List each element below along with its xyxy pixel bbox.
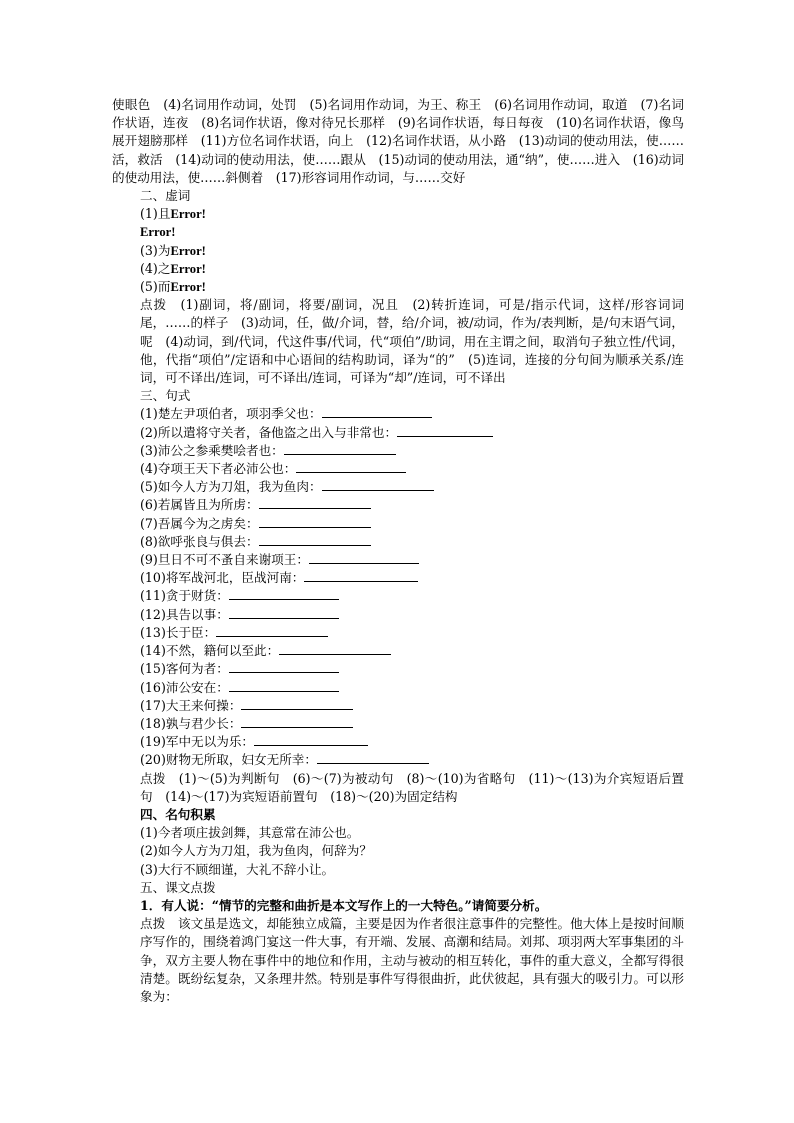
sentence-item: (6)若属皆且为所虏：	[112, 496, 684, 514]
answer-blank[interactable]	[322, 405, 432, 418]
sentence-item: (14)不然，籍何以至此：	[112, 642, 684, 660]
sentence-item: (17)大王来何操：	[112, 697, 684, 715]
answer-blank[interactable]	[229, 587, 339, 600]
answer-blank[interactable]	[259, 496, 371, 509]
sentence-item: (20)财物无所取，妇女无所幸：	[112, 751, 684, 769]
section4-heading: 四、名句积累	[140, 806, 216, 822]
sentence-item: (12)具告以事：	[112, 606, 684, 624]
analysis-question: 1．有人说：“情节的完整和曲折是本文写作上的一大特色。”请简要分析。	[140, 897, 548, 913]
section2-note: 点拨 (1)副词，将/副词，将要/副词，况且 (2)转折连词，可是/指示代词，这样/形容词词尾，……的样子 (3)动词，任，做/介词，替，给/介词，被/动词，作为/表判断，是/句末语气词，呢 (4)动词，到/代词，代这件事/代词，代“项伯”/助词，用在主谓之间，取消句子独立性/代词，他，代指“项伯”/定语和中心语间的结构助词，译为“的” (5)连词，连接的分句间为顺承关系/连词，可不译出/连词，可不译出/连词，可译为“却”/连词，可不译出	[140, 297, 684, 386]
answer-blank[interactable]	[259, 515, 371, 528]
sentence-item: (16)沛公安在：	[112, 679, 684, 697]
error-text: Error!	[170, 261, 206, 276]
famous-quote: (1)今者项庄拔剑舞，其意常在沛公也。	[140, 825, 360, 841]
sentence-item: (9)旦日不可不蚤自来谢项王：	[112, 551, 684, 569]
answer-blank[interactable]	[397, 424, 493, 437]
answer-blank[interactable]	[241, 697, 353, 710]
section3-note: 点拨 (1)～(5)为判断句 (6)～(7)为被动句 (8)～(10)为省略句 (11)～(13)为介宾短语后置句 (14)～(17)为宾短语前置句 (18)～(20)为固定结构	[140, 770, 684, 804]
sentence-item: (4)夺项王天下者必沛公也：	[112, 460, 684, 478]
famous-quote: (2)如今人方为刀俎，我为鱼肉，何辞为？	[140, 843, 372, 859]
sentence-item: (1)楚左尹项伯者，项羽季父也：	[112, 405, 684, 423]
xuci-item: (1)且Error!	[140, 206, 206, 222]
xuci-item: (3)为Error!	[140, 242, 206, 258]
answer-blank[interactable]	[304, 569, 418, 582]
answer-blank[interactable]	[254, 733, 368, 746]
sentence-item: (7)吾属今为之虏矣：	[112, 515, 684, 533]
answer-blank[interactable]	[229, 660, 339, 673]
error-text: Error!	[140, 225, 176, 240]
error-text: Error!	[170, 280, 206, 295]
answer-blank[interactable]	[296, 460, 406, 473]
sentence-item: (5)如今人方为刀俎，我为鱼肉：	[112, 478, 684, 496]
sentence-item: (3)沛公之参乘樊哙者也：	[112, 442, 684, 460]
answer-blank[interactable]	[259, 533, 371, 546]
xuci-item: (4)之Error!	[140, 260, 206, 276]
error-text: Error!	[170, 207, 206, 222]
section2-heading: 二、虚词	[140, 188, 191, 204]
answer-blank[interactable]	[322, 478, 434, 491]
xuci-item: (5)而Error!	[140, 279, 206, 295]
sentence-item: (13)长于臣：	[112, 624, 684, 642]
answer-blank[interactable]	[241, 715, 353, 728]
section5-heading: 五、课文点拨	[140, 879, 216, 895]
sentence-item: (19)军中无以为乐：	[112, 733, 684, 751]
sentence-item: (10)将军战河北，臣战河南：	[112, 569, 684, 587]
answer-blank[interactable]	[216, 624, 328, 637]
answer-blank[interactable]	[309, 551, 419, 564]
analysis-answer: 点拨 该文虽是选文，却能独立成篇，主要是因为作者很注意事件的完整性。他大体上是按时间顺序写作的，围绕着鸿门宴这一件大事，有开端、发展、高潮和结局。刘邦、项羽两大军事集团的斗争，双方主要人物在事件中的地位和作用，主动与被动的相互转化，事件的重大意义，全都写得很清楚。既纷纭复杂，又条理井然。特别是事件写得很曲折，此伏彼起，具有强大的吸引力。可以形象为：	[140, 916, 684, 1004]
answer-blank[interactable]	[279, 642, 391, 655]
famous-quote: (3)大行不顾细谨，大礼不辞小让。	[140, 861, 335, 877]
error-text: Error!	[170, 243, 206, 258]
sentence-item: (8)欲呼张良与俱去：	[112, 533, 684, 551]
sentence-item: (18)孰与君少长：	[112, 715, 684, 733]
sentence-item: (15)客何为者：	[112, 660, 684, 678]
answer-blank[interactable]	[317, 751, 429, 764]
answer-blank[interactable]	[284, 442, 396, 455]
answer-blank[interactable]	[229, 606, 339, 619]
sentence-item: (11)贪于财货：	[112, 587, 684, 605]
section1-tail: 使眼色 (4)名词用作动词，处罚 (5)名词用作动词，为王、称王 (6)名词用作动词，取道 (7)名词作状语，连夜 (8)名词作状语，像对待兄长那样 (9)名词作状语，每日每夜 (10)名词作状语，像鸟展开翅膀那样 (11)方位名词作状语，向上 (12)名词作状语，从小路 (13)动词的使动用法，使……活，救活 (14)动词的使动用法，使……跟从 (15)动词的使动用法，通“纳”，使……进入 (16)动词的使动用法，使……斜侧着 (17)形容词用作动词，与……交好	[112, 97, 684, 185]
document-page	[112, 96, 684, 1006]
answer-blank[interactable]	[229, 679, 339, 692]
sentence-item: (2)所以遣将守关者，备他盗之出入与非常也：	[112, 424, 684, 442]
xuci-item	[112, 223, 684, 241]
section3-heading: 三、句式	[140, 388, 191, 404]
